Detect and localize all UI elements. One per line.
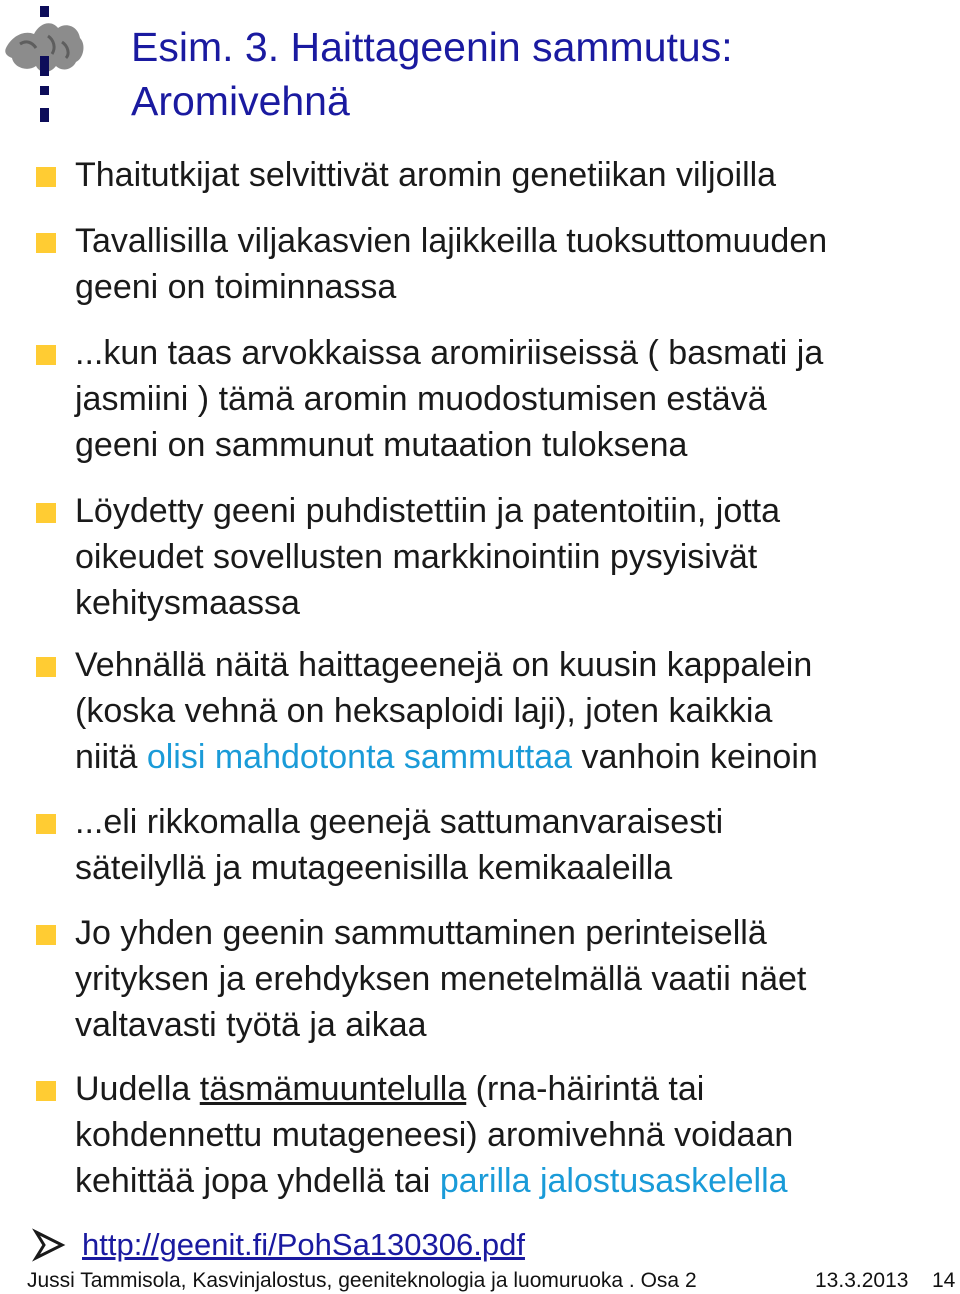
bullet-text-part: vanhoin keinoin: [572, 738, 818, 776]
square-bullet-icon: [36, 925, 56, 945]
title-line-1: Esim. 3. Haittageenin sammutus:: [131, 24, 733, 70]
bullet-text-part: (rna-häirintä tai kohdennettu mutageneesi) aromivehnä voidaan kehittää jopa yhdellä tai: [75, 1070, 794, 1200]
bullet-text: Jo yhden geenin sammuttaminen perinteisellä yrityksen ja erehdyksen menetelmällä vaatii näet valtavasti työtä ja aikaa: [75, 914, 807, 1044]
bullet-text: Tavallisilla viljakasvien lajikkeilla tuoksuttomuuden geeni on toiminnassa: [75, 222, 828, 306]
bullet-text: [75, 642, 935, 780]
bullet-text-part: Vehnällä näitä haittageenejä on kuusin kappalein (koska vehnä on heksaploidi laji), joten kaikkia niitä: [75, 646, 813, 776]
square-bullet-icon: [36, 167, 56, 187]
bullet-text: ...kun taas arvokkaissa aromiriiseissä ( basmati ja jasmiini ) tämä aromin muodostumisen estävä geeni on sammunut mutaation tuloksena: [75, 334, 824, 464]
title-line-2: Aromivehnä: [131, 78, 350, 124]
slide-title: [131, 20, 931, 128]
bullet-text: Thaitutkijat selvittivät aromin genetiikan viljoilla: [75, 156, 777, 194]
footer-author: Jussi Tammisola, Kasvinjalostus, geeniteknologia ja luomuruoka . Osa 2: [27, 1269, 697, 1292]
footer-date: 13.3.2013: [815, 1269, 909, 1292]
arrow-bullet-icon: [32, 1228, 66, 1262]
page-number: 14: [932, 1269, 956, 1292]
highlighted-text: olisi mahdotonta sammuttaa: [146, 738, 573, 776]
bullet-text: ...eli rikkomalla geenejä sattumanvaraisesti säteilyllä ja mutageenisilla kemikaaleilla: [75, 803, 724, 887]
footer: [27, 1268, 957, 1294]
square-bullet-icon: [36, 345, 56, 365]
bullet-text-part: Uudella: [75, 1070, 200, 1108]
underlined-term: täsmämuuntelulla: [199, 1070, 467, 1108]
bullet-text: [75, 1066, 935, 1204]
square-bullet-icon: [36, 233, 56, 253]
square-bullet-icon: [36, 814, 56, 834]
square-bullet-icon: [36, 1081, 56, 1101]
highlighted-text: parilla jalostusaskelella: [439, 1162, 788, 1200]
university-logo-icon: [0, 0, 96, 130]
bullet-text: Löydetty geeni puhdistettiin ja patentoitiin, jotta oikeudet sovellusten markkinointiin pysyisivät kehitysmaassa: [75, 492, 781, 622]
square-bullet-icon: [36, 657, 56, 677]
reference-link[interactable]: http://geenit.fi/PohSa130306.pdf: [82, 1227, 525, 1262]
square-bullet-icon: [36, 503, 56, 523]
